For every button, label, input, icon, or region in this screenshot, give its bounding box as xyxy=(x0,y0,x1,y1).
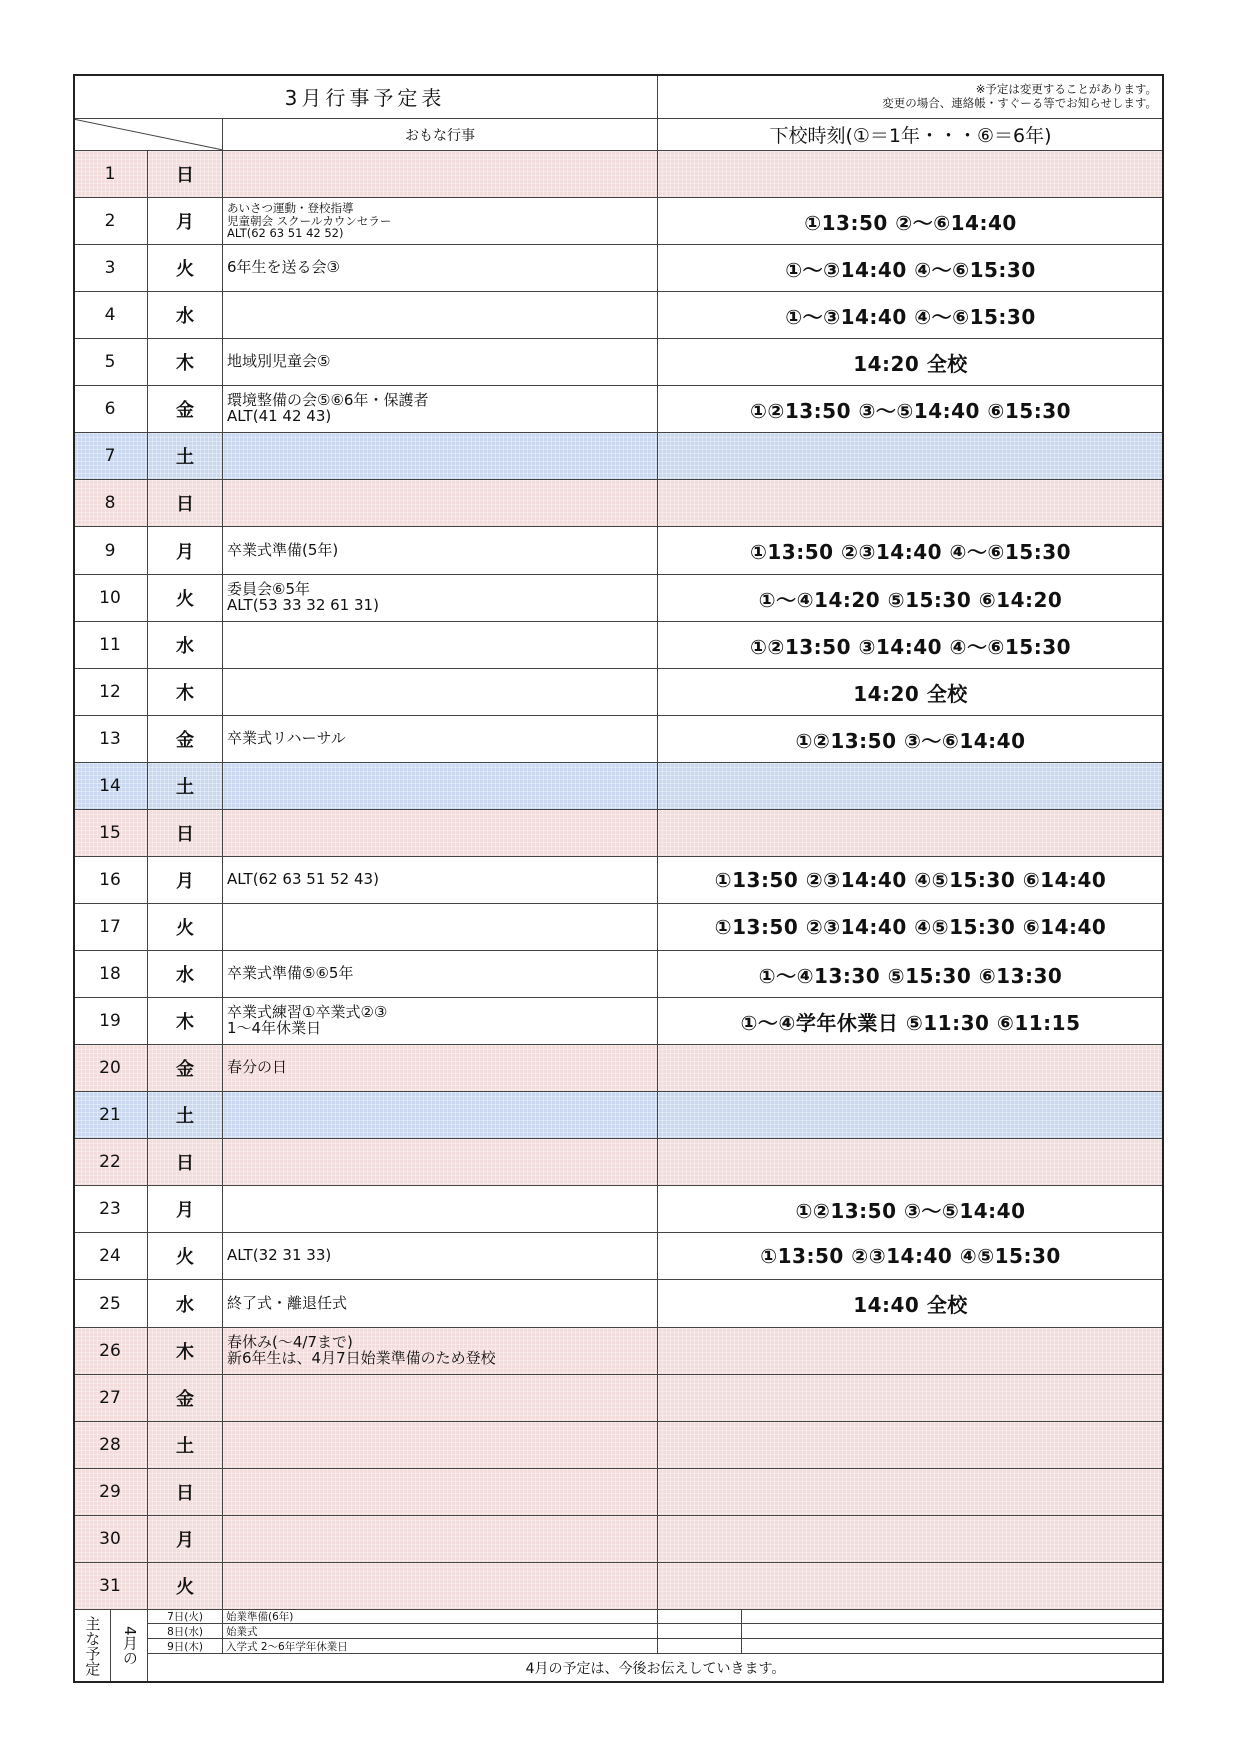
dismissal-cell xyxy=(658,575,1164,622)
date-number: 28 xyxy=(99,1435,121,1455)
weekday-cell xyxy=(148,1280,223,1328)
weekday-cell xyxy=(148,622,223,669)
weekday-cell xyxy=(148,151,223,198)
date-cell xyxy=(73,1563,148,1610)
events-cell xyxy=(223,622,658,669)
event-line: 6年生を送る会③ xyxy=(227,258,340,277)
events-cell xyxy=(223,1233,658,1280)
event-line: 卒業式準備⑤⑥5年 xyxy=(227,964,354,983)
weekday-label: 日 xyxy=(176,1153,194,1174)
dismissal-cell xyxy=(658,763,1164,810)
date-cell xyxy=(73,151,148,198)
dismissal-cell xyxy=(658,1045,1164,1092)
weekday-cell xyxy=(148,386,223,433)
events-cell xyxy=(223,339,658,386)
page-title: 3月行事予定表 xyxy=(284,85,446,110)
april-date-cell xyxy=(148,1624,223,1639)
weekday-cell xyxy=(148,716,223,763)
date-cell xyxy=(73,951,148,998)
date-cell xyxy=(73,198,148,245)
events-cell xyxy=(223,998,658,1045)
events-cell xyxy=(223,386,658,433)
event-line: ALT(62 63 51 42 52) xyxy=(227,226,344,241)
event-line: ALT(41 42 43) xyxy=(227,407,332,425)
dismissal-cell xyxy=(658,433,1164,480)
dismissal-cell xyxy=(658,480,1164,527)
date-number: 11 xyxy=(99,635,121,655)
event-line: 終了式・離退任式 xyxy=(227,1293,348,1312)
weekday-label: 日 xyxy=(176,1483,194,1504)
weekday-label: 月 xyxy=(176,212,194,233)
date-cell xyxy=(73,1375,148,1422)
events-cell xyxy=(223,1045,658,1092)
events-cell xyxy=(223,433,658,480)
dismissal-cell xyxy=(658,198,1164,245)
date-number: 25 xyxy=(99,1293,121,1314)
events-cell xyxy=(223,1328,658,1375)
date-number: 13 xyxy=(99,729,121,749)
april-event-cell xyxy=(223,1639,658,1654)
weekday-label: 火 xyxy=(176,1247,194,1268)
weekday-label: 火 xyxy=(176,589,194,610)
dismissal-cell xyxy=(658,527,1164,575)
notice-line: ※予定は変更することがあります。 xyxy=(975,82,1157,96)
weekday-label: 水 xyxy=(176,636,194,657)
weekday-cell xyxy=(148,1233,223,1280)
date-cell xyxy=(73,1045,148,1092)
events-cell xyxy=(223,1563,658,1610)
april-label-inner xyxy=(111,1609,148,1683)
date-cell xyxy=(73,857,148,904)
dismissal-time: ①～④14:20 ⑤15:30 ⑥14:20 xyxy=(758,587,1063,612)
events-cell xyxy=(223,151,658,198)
weekday-cell xyxy=(148,245,223,292)
dismissal-time: ①～④学年休業日 ⑤11:30 ⑥11:15 xyxy=(740,1010,1081,1035)
date-number: 3 xyxy=(104,258,116,278)
weekday-label: 水 xyxy=(176,965,194,986)
weekday-cell xyxy=(148,1139,223,1186)
date-number: 27 xyxy=(99,1388,121,1408)
date-number: 22 xyxy=(99,1152,121,1172)
event-line: 春休み(～4/7まで) xyxy=(227,1333,353,1352)
weekday-cell xyxy=(148,292,223,339)
event-line: 地域別児童会⑤ xyxy=(227,352,331,371)
events-list xyxy=(223,354,330,370)
event-line: ALT(53 33 32 61 31) xyxy=(227,596,379,614)
date-cell xyxy=(73,480,148,527)
april-blank-cell xyxy=(658,1609,742,1624)
date-cell xyxy=(73,810,148,857)
date-number: 6 xyxy=(104,399,116,419)
dismissal-cell xyxy=(658,951,1164,998)
date-number: 18 xyxy=(99,964,121,984)
date-number: 4 xyxy=(104,305,116,325)
date-number: 12 xyxy=(99,682,121,702)
dismissal-cell xyxy=(658,904,1164,951)
april-blank-cell xyxy=(658,1639,742,1654)
weekday-label: 火 xyxy=(176,1577,194,1598)
dismissal-cell xyxy=(658,1280,1164,1328)
april-date: 8日(水) xyxy=(167,1625,203,1638)
dismissal-cell xyxy=(658,1422,1164,1469)
events-list xyxy=(223,1293,348,1312)
weekday-label: 土 xyxy=(176,447,194,468)
weekday-label: 火 xyxy=(176,918,194,939)
weekday-label: 金 xyxy=(176,1389,194,1410)
date-number: 8 xyxy=(104,493,116,513)
events-cell xyxy=(223,1280,658,1328)
events-cell xyxy=(223,1516,658,1563)
weekday-cell xyxy=(148,904,223,951)
date-number: 24 xyxy=(99,1246,121,1266)
events-cell xyxy=(223,716,658,763)
event-line: 新6年生は、4月7日始業準備のため登校 xyxy=(227,1349,496,1367)
april-footer xyxy=(148,1654,1164,1683)
weekday-cell xyxy=(148,763,223,810)
date-number: 9 xyxy=(104,540,116,561)
events-cell xyxy=(223,1422,658,1469)
date-cell xyxy=(73,575,148,622)
date-number: 5 xyxy=(104,352,116,372)
events-list xyxy=(223,731,346,747)
weekday-label: 木 xyxy=(176,353,194,374)
date-cell xyxy=(73,1092,148,1139)
weekday-label: 日 xyxy=(176,494,194,515)
weekday-cell xyxy=(148,1092,223,1139)
april-event-cell xyxy=(223,1624,658,1639)
date-number: 2 xyxy=(104,211,116,231)
dismissal-cell xyxy=(658,716,1164,763)
dismissal-time: 14:40 全校 xyxy=(853,1293,968,1317)
april-footer-text: 4月の予定は、今後お伝えしていきます。 xyxy=(525,1661,786,1677)
date-cell xyxy=(73,1186,148,1233)
weekday-label: 木 xyxy=(176,683,194,704)
date-number: 30 xyxy=(99,1529,121,1549)
weekday-label: 金 xyxy=(176,400,194,421)
dismissal-cell xyxy=(658,622,1164,669)
date-cell xyxy=(73,1328,148,1375)
date-cell xyxy=(73,527,148,575)
date-cell xyxy=(73,1422,148,1469)
events-cell xyxy=(223,951,658,998)
weekday-label: 月 xyxy=(176,1200,194,1221)
weekday-label: 木 xyxy=(176,1012,194,1033)
event-line: ALT(32 31 33) xyxy=(227,1246,332,1265)
weekday-cell xyxy=(148,1422,223,1469)
event-line: ALT(62 63 51 52 43) xyxy=(227,870,379,889)
events-cell xyxy=(223,904,658,951)
date-number: 16 xyxy=(99,870,121,890)
events-cell xyxy=(223,198,658,245)
weekday-label: 金 xyxy=(176,1059,194,1080)
dismissal-cell xyxy=(658,292,1164,339)
event-line: 卒業式練習①卒業式②③ xyxy=(227,1003,388,1022)
dismissal-cell xyxy=(658,245,1164,292)
events-list xyxy=(223,1335,496,1367)
date-number: 31 xyxy=(99,1576,121,1596)
weekday-cell xyxy=(148,1045,223,1092)
dismissal-time: ①②13:50 ③～⑤14:40 ⑥15:30 xyxy=(749,398,1072,423)
event-line: 春分の日 xyxy=(227,1058,288,1077)
weekday-cell xyxy=(148,669,223,716)
dismissal-time: ①②13:50 ③14:40 ④～⑥15:30 xyxy=(749,634,1072,659)
dismissal-cell xyxy=(658,339,1164,386)
dismissal-cell xyxy=(658,1092,1164,1139)
date-cell xyxy=(73,1233,148,1280)
dismissal-cell xyxy=(658,1233,1164,1280)
april-date-cell xyxy=(148,1609,223,1624)
dismissal-cell xyxy=(658,1139,1164,1186)
date-number: 15 xyxy=(99,823,121,843)
weekday-cell xyxy=(148,339,223,386)
weekday-cell xyxy=(148,1469,223,1516)
weekday-cell xyxy=(148,857,223,904)
april-blank-cell xyxy=(742,1624,1164,1639)
april-date-cell xyxy=(148,1639,223,1654)
events-list xyxy=(223,872,379,888)
date-cell xyxy=(73,433,148,480)
april-date: 9日(木) xyxy=(167,1640,203,1653)
event-line: あいさつ運動・登校指導 xyxy=(227,201,354,216)
april-blank-cell xyxy=(742,1609,1164,1624)
event-line: 卒業式リハーサル xyxy=(227,729,346,748)
dismissal-cell xyxy=(658,1516,1164,1563)
dismissal-time: ①～④13:30 ⑤15:30 ⑥13:30 xyxy=(758,963,1063,988)
title-cell xyxy=(73,74,658,119)
events-cell xyxy=(223,1092,658,1139)
date-cell xyxy=(73,669,148,716)
events-cell xyxy=(223,669,658,716)
weekday-label: 月 xyxy=(176,1530,194,1551)
events-list xyxy=(223,1005,387,1037)
weekday-cell xyxy=(148,575,223,622)
event-line: 1～4年休業日 xyxy=(227,1019,322,1037)
dismissal-cell xyxy=(658,1375,1164,1422)
events-cell xyxy=(223,1186,658,1233)
events-cell xyxy=(223,480,658,527)
date-number: 26 xyxy=(99,1341,121,1361)
event-line: 卒業式準備(5年) xyxy=(227,540,339,559)
april-event-cell xyxy=(223,1609,658,1624)
events-list xyxy=(223,1060,287,1076)
weekday-cell xyxy=(148,480,223,527)
weekday-cell xyxy=(148,1186,223,1233)
weekday-cell xyxy=(148,951,223,998)
weekday-label: 月 xyxy=(176,541,194,563)
date-cell xyxy=(73,998,148,1045)
dismissal-cell xyxy=(658,1186,1164,1233)
weekday-cell xyxy=(148,810,223,857)
date-number: 19 xyxy=(99,1011,121,1031)
date-number: 23 xyxy=(99,1199,121,1219)
weekday-label: 火 xyxy=(176,259,194,280)
dismissal-cell xyxy=(658,857,1164,904)
april-label-inner-text: 4月の xyxy=(120,1625,139,1666)
events-list xyxy=(223,202,391,240)
date-cell xyxy=(73,904,148,951)
weekday-label: 日 xyxy=(176,165,194,186)
dismissal-time: ①～③14:40 ④～⑥15:30 xyxy=(785,304,1036,329)
weekday-cell xyxy=(148,433,223,480)
april-blank-cell xyxy=(658,1624,742,1639)
weekday-cell xyxy=(148,198,223,245)
date-cell xyxy=(73,1516,148,1563)
events-cell xyxy=(223,245,658,292)
events-list xyxy=(223,1248,331,1264)
date-number: 21 xyxy=(99,1105,121,1125)
dismissal-cell xyxy=(658,1563,1164,1610)
april-blank-cell xyxy=(742,1639,1164,1654)
april-date: 7日(火) xyxy=(167,1610,203,1623)
event-line: 環境整備の会⑤⑥6年・保護者 xyxy=(227,391,429,410)
date-cell xyxy=(73,1469,148,1516)
event-line: 委員会⑥5年 xyxy=(227,580,310,599)
events-list xyxy=(223,260,340,276)
dismissal-cell xyxy=(658,998,1164,1045)
date-cell xyxy=(73,339,148,386)
april-event: 始業準備(6年) xyxy=(226,1610,294,1623)
weekday-cell xyxy=(148,998,223,1045)
dismissal-cell xyxy=(658,386,1164,433)
dismissal-header-label: 下校時刻(①＝1年・・・⑥＝6年) xyxy=(769,125,1052,147)
dismissal-cell xyxy=(658,151,1164,198)
date-number: 17 xyxy=(99,917,121,937)
dismissal-time: ①13:50 ②③14:40 ④⑤15:30 ⑥14:40 xyxy=(714,868,1107,892)
weekday-cell xyxy=(148,1375,223,1422)
events-cell xyxy=(223,575,658,622)
date-number: 29 xyxy=(99,1482,121,1502)
events-list xyxy=(223,540,339,559)
events-cell xyxy=(223,1469,658,1516)
date-number: 7 xyxy=(104,446,116,466)
dismissal-cell xyxy=(658,1328,1164,1375)
weekday-label: 月 xyxy=(176,871,194,892)
notice-cell xyxy=(658,74,1164,119)
corner-cell xyxy=(73,119,223,151)
weekday-label: 金 xyxy=(176,730,194,751)
date-number: 20 xyxy=(99,1058,121,1078)
notice-line: 変更の場合、連絡帳・すぐーる等でお知らせします。 xyxy=(882,96,1157,111)
events-cell xyxy=(223,527,658,575)
weekday-label: 水 xyxy=(176,306,194,327)
april-label-outer-text: 主な予定 xyxy=(83,1615,102,1676)
date-cell xyxy=(73,245,148,292)
date-cell xyxy=(73,386,148,433)
weekday-label: 土 xyxy=(176,777,194,798)
events-header-label: おもな行事 xyxy=(405,127,475,144)
events-header xyxy=(223,119,658,151)
weekday-cell xyxy=(148,1563,223,1610)
date-number: 10 xyxy=(99,588,121,608)
change-notice xyxy=(882,82,1157,111)
april-event: 入学式 2～6年学年休業日 xyxy=(226,1640,348,1653)
events-list xyxy=(223,582,379,614)
date-cell xyxy=(73,1280,148,1328)
dismissal-time: ①②13:50 ③～⑥14:40 xyxy=(795,728,1026,753)
weekday-label: 日 xyxy=(176,824,194,845)
weekday-cell xyxy=(148,527,223,575)
weekday-label: 土 xyxy=(176,1106,194,1127)
events-cell xyxy=(223,292,658,339)
events-list xyxy=(223,966,353,982)
dismissal-time: 14:20 全校 xyxy=(853,351,968,376)
date-cell xyxy=(73,716,148,763)
april-label-outer xyxy=(73,1609,111,1683)
weekday-label: 水 xyxy=(176,1294,194,1316)
events-cell xyxy=(223,1375,658,1422)
dismissal-time: ①～③14:40 ④～⑥15:30 xyxy=(785,257,1036,282)
dismissal-cell xyxy=(658,1469,1164,1516)
events-list xyxy=(223,393,428,425)
dismissal-time: 14:20 全校 xyxy=(853,681,968,706)
dismissal-time: ①13:50 ②③14:40 ④⑤15:30 xyxy=(760,1244,1061,1268)
schedule-sheet xyxy=(73,74,1164,1683)
april-event: 始業式 xyxy=(226,1625,258,1638)
dismissal-time: ①13:50 ②～⑥14:40 xyxy=(804,210,1017,235)
events-cell xyxy=(223,857,658,904)
date-cell xyxy=(73,763,148,810)
date-cell xyxy=(73,1139,148,1186)
events-cell xyxy=(223,810,658,857)
weekday-cell xyxy=(148,1516,223,1563)
dismissal-time: ①13:50 ②③14:40 ④⑤15:30 ⑥14:40 xyxy=(714,915,1107,939)
dismissal-cell xyxy=(658,810,1164,857)
date-cell xyxy=(73,622,148,669)
events-cell xyxy=(223,763,658,810)
dismissal-time: ①13:50 ②③14:40 ④～⑥15:30 xyxy=(749,540,1072,564)
dismissal-time: ①②13:50 ③～⑤14:40 xyxy=(795,1198,1026,1223)
date-number: 14 xyxy=(99,776,121,796)
date-number: 1 xyxy=(104,164,116,184)
weekday-label: 木 xyxy=(176,1342,194,1363)
event-line: 児童朝会 スクールカウンセラー xyxy=(227,213,392,228)
weekday-cell xyxy=(148,1328,223,1375)
dismissal-header xyxy=(658,119,1164,151)
diagonal-divider xyxy=(73,119,223,151)
events-cell xyxy=(223,1139,658,1186)
dismissal-cell xyxy=(658,669,1164,716)
date-cell xyxy=(73,292,148,339)
weekday-label: 土 xyxy=(176,1436,194,1457)
